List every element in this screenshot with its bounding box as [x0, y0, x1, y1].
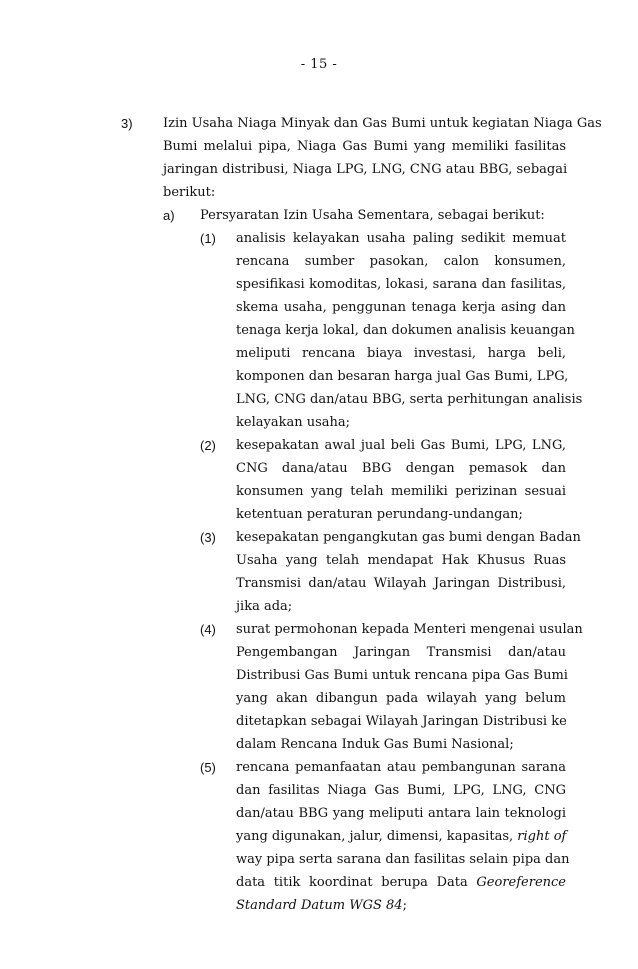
item-line-text: ; [402, 898, 407, 913]
italic-term: Georeference [476, 875, 566, 890]
item-line: rencana pemanfaatan atau pembangunan sarana [236, 760, 566, 775]
section-line: Izin Usaha Niaga Minyak dan Gas Bumi untuk kegiatan Niaga Gas [163, 116, 602, 131]
item-line-text: yang digunakan, jalur, dimensi, kapasitas, [236, 829, 514, 844]
item-line: komponen dan besaran harga jual Gas Bumi, LPG, [236, 369, 569, 384]
item-line: tenaga kerja lokal, dan dokumen analisis keuangan [236, 323, 575, 338]
section-line: jaringan distribusi, Niaga LPG, LNG, CNG atau BBG, sebagai [163, 162, 568, 177]
item-line: Transmisi dan/atau Wilayah Jaringan Distribusi, [236, 576, 566, 591]
item-number: (3) [200, 530, 216, 545]
item-line: LNG, CNG dan/atau BBG, serta perhitungan analisis [236, 392, 583, 407]
item-line: skema usaha, penggunan tenaga kerja asing dan [236, 300, 566, 315]
item-line: dan fasilitas Niaga Gas Bumi, LPG, LNG, CNG [236, 783, 566, 798]
item-line: ketentuan peraturan perundang-undangan; [236, 507, 523, 522]
item-line: meliputi rencana biaya investasi, harga beli, [236, 346, 566, 361]
item-line: konsumen yang telah memiliki perizinan sesuai [236, 484, 566, 499]
section-line: Bumi melalui pipa, Niaga Gas Bumi yang memiliki fasilitas [163, 139, 566, 154]
item-line: ditetapkan sebagai Wilayah Jaringan Distribusi ke [236, 714, 567, 729]
item-number: (2) [200, 438, 216, 453]
subsection-title: Persyaratan Izin Usaha Sementara, sebagai berikut: [200, 208, 545, 223]
italic-term: right of [517, 829, 567, 844]
item-line: Usaha yang telah mendapat Hak Khusus Ruas [236, 553, 566, 568]
item-line: jika ada; [236, 599, 293, 614]
item-line [236, 828, 566, 846]
item-number: (1) [200, 231, 216, 246]
item-line: analisis kelayakan usaha paling sedikit memuat [236, 231, 566, 246]
item-line-text: data titik koordinat berupa Data [236, 875, 468, 890]
section-line: berikut: [163, 185, 216, 200]
subsection-label: a) [163, 208, 175, 223]
item-line: dan/atau BBG yang meliputi antara lain teknologi [236, 806, 566, 821]
item-line: way pipa serta sarana dan fasilitas selain pipa dan [236, 852, 570, 867]
item-line: kesepakatan awal jual beli Gas Bumi, LPG, LNG, [236, 438, 566, 453]
item-line [236, 874, 566, 892]
item-number: (5) [200, 760, 216, 775]
item-line: surat permohonan kepada Menteri mengenai usulan [236, 622, 583, 637]
section-number: 3) [121, 116, 133, 131]
item-number: (4) [200, 622, 216, 637]
italic-term: Standard Datum WGS 84 [236, 898, 403, 913]
item-line: yang akan dibangun pada wilayah yang belum [236, 691, 566, 706]
item-line: dalam Rencana Induk Gas Bumi Nasional; [236, 737, 514, 752]
item-line: Distribusi Gas Bumi untuk rencana pipa Gas Bumi [236, 668, 568, 683]
item-line: spesifikasi komoditas, lokasi, sarana dan fasilitas, [236, 277, 566, 292]
item-line [236, 897, 407, 915]
item-line: kelayakan usaha; [236, 415, 351, 430]
page-number: - 15 - [300, 57, 338, 72]
item-line: kesepakatan pengangkutan gas bumi dengan Badan [236, 530, 581, 545]
item-line: Pengembangan Jaringan Transmisi dan/atau [236, 645, 566, 660]
item-line: rencana sumber pasokan, calon konsumen, [236, 254, 566, 269]
item-line: CNG dana/atau BBG dengan pemasok dan [236, 461, 566, 476]
